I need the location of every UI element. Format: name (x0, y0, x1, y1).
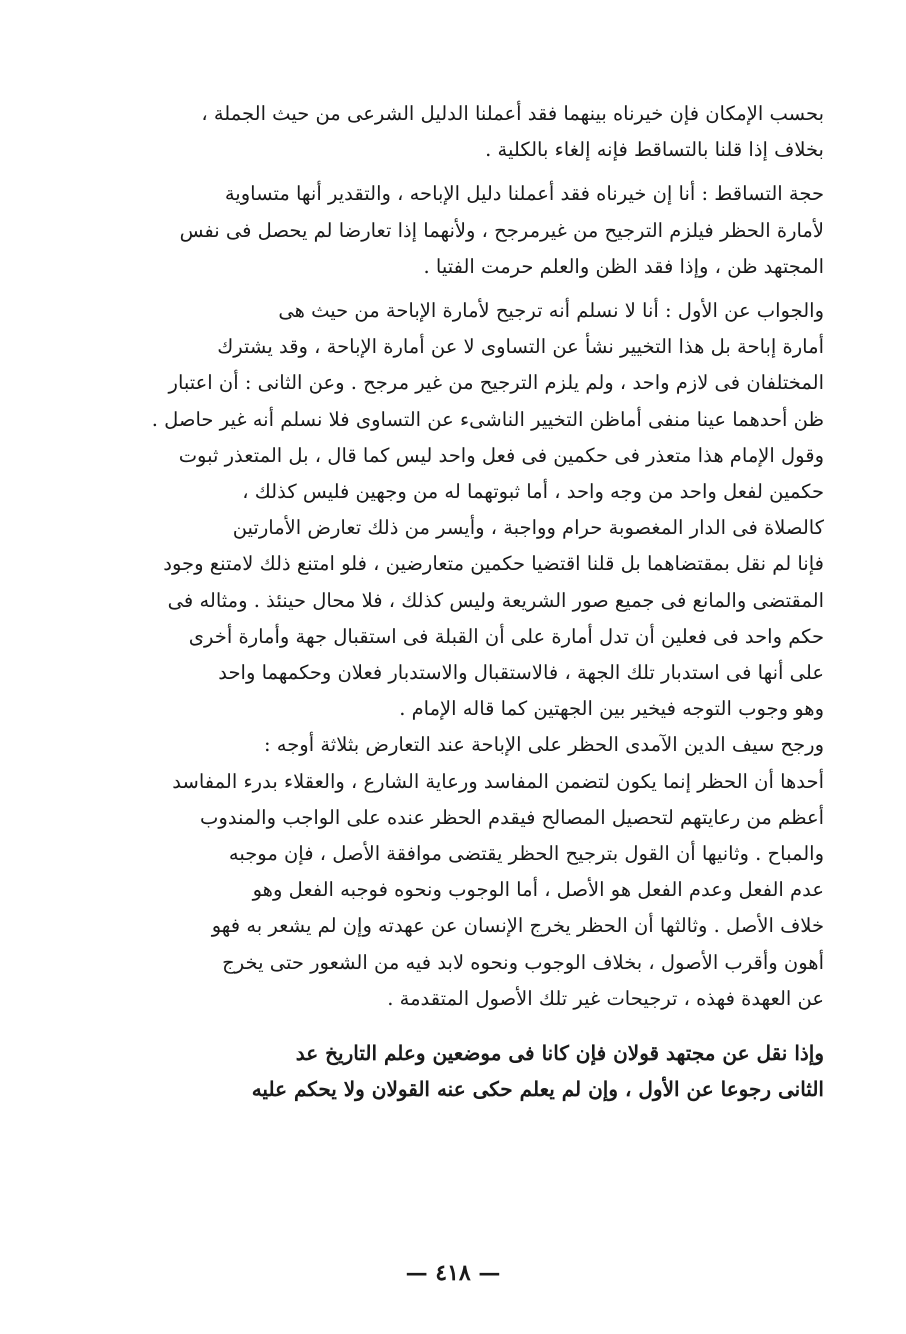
text-line: أمارة إباحة بل هذا التخيير نشأ عن التساوى لا عن أمارة الإباحة ، وقد يشترك (217, 335, 824, 359)
text-line: المقتضى والمانع فى جميع صور الشريعة وليس كذلك ، فلا محال حينئذ . ومثاله فى (167, 588, 824, 612)
text-line: كالصلاة فى الدار المغصوبة حرام وواجبة ، وأيسر من ذلك تعارض الأمارتين (232, 516, 824, 540)
text-line: أعظم من رعايتهم لتحصيل المصالح فيقدم الحظر عنده على الواجب والمندوب (200, 805, 824, 829)
text-line: عدم الفعل وعدم الفعل هو الأصل ، أما الوجوب ونحوه فوجبه الفعل وهو (252, 878, 824, 902)
text-line: على أنها فى استدبار تلك الجهة ، فالاستقبال والاستدبار فعلان وحكمهما واحد (218, 661, 824, 685)
text-line: وهو وجوب التوجه فيخير بين الجهتين كما قاله الإمام . (399, 697, 824, 721)
page-number: — ٤١٨ — (405, 1260, 501, 1286)
text-line: فإنا لم نقل بمقتضاهما بل قلنا اقتضيا حكمين متعارضين ، فلو امتنع ذلك لامتنع وجود (163, 552, 824, 576)
text-line: خلاف الأصل . وثالثها أن الحظر يخرج الإنسان عن عهدته وإن لم يشعر به فهو (211, 914, 824, 938)
text-line: عن العهدة فهذه ، ترجيحات غير تلك الأصول المتقدمة . (387, 986, 824, 1010)
text-line: والجواب عن الأول : أنا لا نسلم أنه ترجيح لأمارة الإباحة من حيث هى (278, 299, 824, 323)
text-line: المختلفان فى لازم واحد ، ولم يلزم الترجيح من غير مرجح . وعن الثانى : أن اعتبار (168, 371, 824, 395)
text-line: وقول الإمام هذا متعذر فى حكمين فى فعل واحد ليس كما قال ، بل المتعذر ثبوت (178, 443, 824, 467)
text-line: أحدها أن الحظر إنما يكون لتضمن المفاسد ورعاية الشارع ، والعقلاء بدرء المفاسد (172, 769, 824, 793)
text-line: حجة التساقط : أنا إن خيرناه فقد أعملنا دليل الإباحه ، والتقدير أنها متساوية (224, 182, 824, 206)
text-line: ورجح سيف الدين الآمدى الحظر على الإباحة عند التعارض بثلاثة أوجه : (264, 733, 824, 757)
paragraph-amidi-preference (76, 727, 824, 1017)
text-line: أهون وأقرب الأصول ، بخلاف الوجوب ونحوه لابد فيه من الشعور حتى يخرج (222, 950, 824, 974)
text-line: المجتهد ظن ، وإذا فقد الظن والعلم حرمت الفتيا . (423, 254, 824, 278)
text-line: الثانى رجوعا عن الأول ، وإن لم يعلم حكى عنه القولان ولا يحكم عليه (251, 1077, 824, 1102)
page-body (76, 96, 824, 1107)
text-line: والمباح . وثانيها أن القول بترجيح الحظر يقتضى موافقة الأصل ، فإن موجبه (228, 842, 824, 866)
paragraph-continuation (76, 96, 824, 168)
paragraph-two-opinions (76, 1035, 824, 1107)
text-line: بحسب الإمكان فإن خيرناه بينهما فقد أعملنا الدليل الشرعى من حيث الجملة ، (201, 102, 824, 125)
text-line: حكمين لفعل واحد من وجه واحد ، أما ثبوتهما له من وجهين فليس كذلك ، (242, 480, 824, 504)
text-line: وإذا نقل عن مجتهد قولان فإن كانا فى موضعين وعلم التاريخ عد (295, 1041, 824, 1066)
text-line: لأمارة الحظر فيلزم الترجيح من غيرمرجح ، ولأنهما إذا تعارضا لم يحصل فى نفس (179, 218, 824, 242)
paragraph-tasaqut-argument (76, 176, 824, 285)
text-line: حكم واحد فى فعلين أن تدل أمارة على أن القبلة فى استقبال جهة وأمارة أخرى (188, 624, 824, 648)
text-line: ظن أحدهما عينا منفى أماظن التخيير الناشىء عن التساوى فلا نسلم أنه غير حاصل . (151, 407, 824, 431)
paragraph-response (76, 293, 824, 727)
text-line: بخلاف إذا قلنا بالتساقط فإنه إلغاء بالكلية . (485, 138, 824, 162)
